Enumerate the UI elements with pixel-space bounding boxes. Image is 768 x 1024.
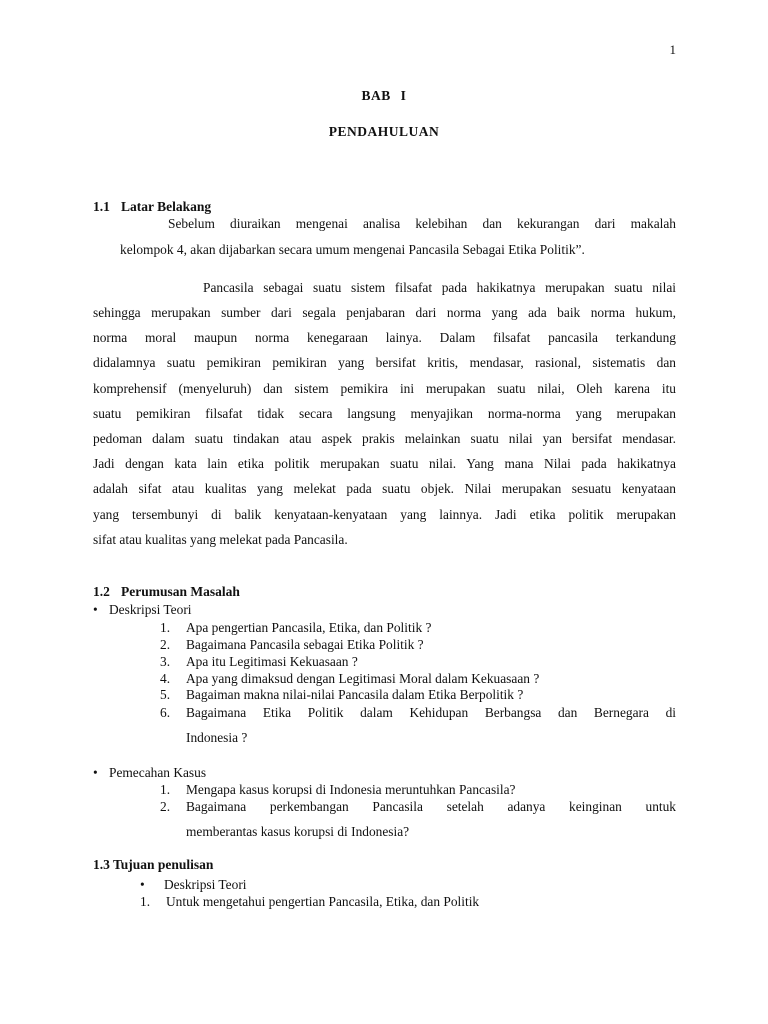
paragraph-line-6: suatu pemikiran filsafat tidak secara langsung menyajikan norma-norma yang merupakan [93,406,676,421]
bullet-label: Pemecahan Kasus [109,765,207,780]
list-item: 1. Apa pengertian Pancasila, Etika, dan Politik ? [160,620,432,635]
bullet-icon: • [140,877,145,892]
section-title: Perumusan Masalah [121,584,240,599]
list-item: 1. Mengapa kasus korupsi di Indonesia meruntuhkan Pancasila? [160,782,516,797]
page-number: 1 [669,42,676,57]
paragraph-line-11: sifat atau kualitas yang melekat pada Pancasila. [93,532,348,547]
bullet-label: Deskripsi Teori [109,602,192,617]
paragraph-line-3: norma moral maupun norma kenegaraan lainya. Dalam filsafat pancasila terkandung [93,330,676,345]
paragraph-line-1: Pancasila sebagai suatu sistem filsafat pada hakikatnya merupakan suatu nilai [203,280,676,295]
list-item: 5. Bagaiman makna nilai-nilai Pancasila dalam Etika Berpolitik ? [160,687,524,702]
paragraph-line-2: sehingga merupakan sumber dari segala penjabaran dari norma yang ada baik norma hukum, [93,305,676,320]
section-number: 1.2 [93,584,110,599]
section-heading-latar-belakang [93,199,211,215]
section-title: Latar Belakang [121,199,212,214]
bullet-label: Deskripsi Teori [164,877,247,892]
list-item-continuation: memberantas kasus korupsi di Indonesia? [186,824,410,839]
list-item: 6. Bagaimana Etika Politik dalam Kehidupan Berbangsa dan Bernegara di [160,705,676,720]
list-item: 1. Untuk mengetahui pengertian Pancasila, Etika, dan Politik [140,894,480,909]
paragraph-line-8: Jadi dengan kata lain etika politik merupakan suatu nilai. Yang mana Nilai pada hakikatnya [93,456,676,471]
list-item: 2. Bagaimana perkembangan Pancasila setelah adanya keinginan untuk [160,799,676,814]
paragraph-line-9: adalah sifat atau kualitas yang melekat pada suatu objek. Nilai merupakan sesuatu kenyataan [93,481,676,496]
intro-line-2: kelompok 4, akan dijabarkan secara umum mengenai Pancasila Sebagai Etika Politik”. [120,242,585,257]
intro-line-1: Sebelum diuraikan mengenai analisa kelebihan dan kekurangan dari makalah [168,216,676,231]
paragraph-line-10: yang tersembunyi di balik kenyataan-kenyataan yang lainnya. Jadi etika politik merupakan [93,507,676,522]
bullet-pemecahan-kasus [93,764,206,782]
chapter-title: PENDAHULUAN [328,124,440,139]
section-number: 1.1 [93,199,110,214]
bullet-icon: • [93,765,98,780]
paragraph-line-4: didalamnya suatu pemikiran pemikiran yang bersifat kritis, mendasar, rasional, sistematis dan [93,355,676,370]
paragraph-line-5: komprehensif (menyeluruh) dan sistem pemikira ini merupakan suatu nilai, Oleh karena itu [93,381,676,396]
chapter-heading: BAB I [361,88,407,103]
section-heading-perumusan-masalah [93,584,240,600]
list-item: 2. Bagaimana Pancasila sebagai Etika Politik ? [160,637,424,652]
section-heading-tujuan-penulisan: 1.3 Tujuan penulisan [93,857,214,872]
list-item: 4. Apa yang dimaksud dengan Legitimasi Moral dalam Kekuasaan ? [160,671,540,686]
bullet-icon: • [93,602,98,617]
bullet-deskripsi-teori [93,601,192,619]
list-item: 3. Apa itu Legitimasi Kekuasaan ? [160,654,358,669]
list-item-continuation: Indonesia ? [186,730,248,745]
paragraph-line-7: pedoman dalam suatu tindakan atau aspek prakis melainkan suatu nilai yan bersifat mendasar. [93,431,676,446]
bullet-deskripsi-teori-2 [140,876,247,894]
